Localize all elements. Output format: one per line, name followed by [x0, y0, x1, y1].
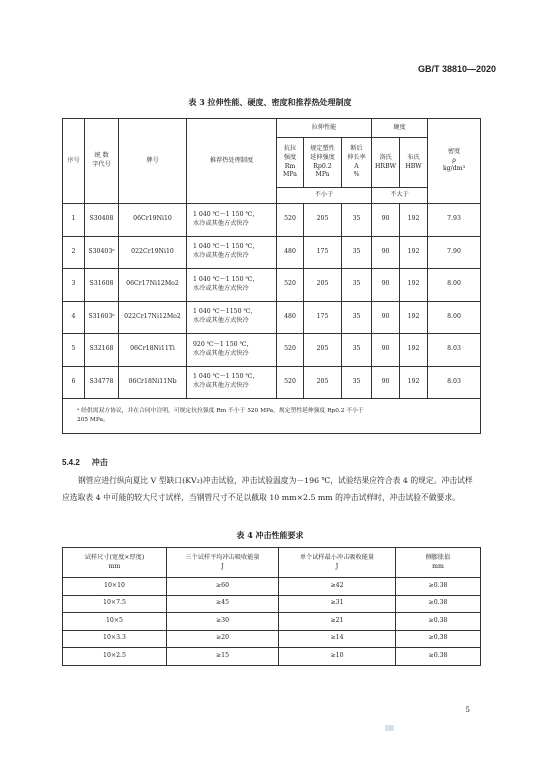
- cell-rm: 520: [277, 334, 304, 367]
- cell-specimen-size: 10×5: [63, 613, 167, 631]
- cell-lateral-expansion: ≥0.38: [396, 630, 481, 648]
- cell-a: 35: [342, 334, 372, 367]
- table3-row: [63, 366, 481, 399]
- cell-specimen-size: 10×2.5: [63, 648, 167, 666]
- cell-hrbw: 90: [372, 334, 400, 367]
- cell-a: 35: [342, 366, 372, 399]
- th-average-energy: 三个试样平均冲击吸收能量 J: [167, 548, 279, 578]
- th-heat-treatment: 推荐热处理制度: [187, 119, 277, 204]
- cell-rm: 520: [277, 366, 304, 399]
- cell-density: 8.00: [428, 301, 481, 334]
- cell-heat: 920 ℃～1 150 ℃， 水冷或其他方式快冷: [187, 334, 277, 367]
- th-specimen-size: 试样尺寸(宽度×厚度) mm: [63, 548, 167, 578]
- table3-row: [63, 204, 481, 237]
- cell-a: 35: [342, 236, 372, 269]
- cell-heat: 1 040 ℃～1 150 ℃， 水冷或其他方式快冷: [187, 236, 277, 269]
- cell-hrbw: 90: [372, 204, 400, 237]
- cell-min-energy: ≥10: [279, 648, 396, 666]
- cell-lateral-expansion: ≥0.38: [396, 648, 481, 666]
- table3-footnote: [63, 399, 481, 434]
- cell-seq: 3: [63, 269, 85, 302]
- cell-lateral-expansion: ≥0.38: [396, 595, 481, 613]
- cell-average-energy: ≥60: [167, 578, 279, 596]
- page-number: 5: [465, 706, 470, 714]
- th-grade: 牌号: [119, 119, 187, 204]
- th-tensile-strength: 抗拉 强度 Rm MPa: [277, 138, 304, 188]
- cell-rp: 175: [304, 236, 342, 269]
- cell-lateral-expansion: ≥0.38: [396, 613, 481, 631]
- cell-code: S31603ᵃ: [85, 301, 119, 334]
- cell-seq: 4: [63, 301, 85, 334]
- cell-a: 35: [342, 269, 372, 302]
- cell-density: 8.00: [428, 269, 481, 302]
- table3-row: [63, 236, 481, 269]
- cell-heat: 1 040 ℃～1 150 ℃， 水冷或其他方式快冷: [187, 204, 277, 237]
- cell-hrbw: 90: [372, 366, 400, 399]
- table3-row: [63, 334, 481, 367]
- th-tensile-group: 拉伸性能: [277, 119, 372, 138]
- cell-code: S30403ᵃ: [85, 236, 119, 269]
- cell-grade: 06Cr19Ni10: [119, 204, 187, 237]
- th-density: 密度 ρ kg/dm³: [428, 119, 481, 204]
- cell-average-energy: ≥30: [167, 613, 279, 631]
- th-hardness-group: 硬度: [372, 119, 428, 138]
- table4-caption: 表 4 冲击性能要求: [236, 530, 304, 540]
- th-yield-strength: 规定塑性 延伸强度 Rp0.2 MPa: [304, 138, 342, 188]
- cell-specimen-size: 10×7.5: [63, 595, 167, 613]
- cell-average-energy: ≥20: [167, 630, 279, 648]
- cell-seq: 6: [63, 366, 85, 399]
- cell-density: 7.90: [428, 236, 481, 269]
- cell-average-energy: ≥15: [167, 648, 279, 666]
- cell-code: S31608: [85, 269, 119, 302]
- cell-rp: 205: [304, 366, 342, 399]
- cell-min-energy: ≥21: [279, 613, 396, 631]
- cell-density: 8.03: [428, 334, 481, 367]
- th-not-more: 不大于: [372, 188, 428, 204]
- cell-rm: 480: [277, 236, 304, 269]
- cell-hbw: 192: [400, 269, 428, 302]
- cell-seq: 1: [63, 204, 85, 237]
- cell-grade: 06Cr18Ni11Ti: [119, 334, 187, 367]
- body-text: [62, 473, 480, 506]
- cell-a: 35: [342, 301, 372, 334]
- cell-specimen-size: 10×3.3: [63, 630, 167, 648]
- cell-lateral-expansion: ≥0.38: [396, 578, 481, 596]
- cell-hbw: 192: [400, 204, 428, 237]
- paragraph: 钢管应进行纵向夏比 V 型缺口(KV₂)冲击试验，冲击试验温度为－196 ℃，试验结果应符合表 4 的规定。冲击试样应选取表 4 中可能的较大尺寸试样，当钢管尺寸不足以截取 10 mm×2.5 mm 的冲击试样时，冲击试验不做要求。: [62, 476, 473, 502]
- table3-row: [63, 301, 481, 334]
- table3-caption: 表 3 拉伸性能、硬度、密度和推荐热处理制度: [188, 97, 352, 107]
- table3: [62, 118, 481, 434]
- table4-row: [63, 630, 481, 648]
- cell-a: 35: [342, 204, 372, 237]
- section-title: 冲击: [91, 457, 108, 467]
- cell-hbw: 192: [400, 334, 428, 367]
- standard-code: GB/T 38810—2020: [417, 64, 496, 74]
- scan-mark: [385, 725, 394, 731]
- cell-min-energy: ≥14: [279, 630, 396, 648]
- cell-rp: 205: [304, 269, 342, 302]
- cell-rm: 520: [277, 269, 304, 302]
- cell-density: 8.03: [428, 366, 481, 399]
- footnote-text: ᵃ 经供需双方协议，并在合同中注明，可规定抗拉强度 Rm 不小于 520 MPa，规定塑性延伸强度 Rp0.2 不小于 205 MPa。: [77, 407, 364, 423]
- cell-code: S32168: [85, 334, 119, 367]
- cell-hrbw: 90: [372, 269, 400, 302]
- cell-min-energy: ≥31: [279, 595, 396, 613]
- cell-rp: 205: [304, 204, 342, 237]
- cell-grade: 06Cr17Ni12Mo2: [119, 269, 187, 302]
- table4-row: [63, 595, 481, 613]
- cell-rp: 205: [304, 334, 342, 367]
- cell-code: S34778: [85, 366, 119, 399]
- th-code: 统 数 字代号: [85, 119, 119, 204]
- cell-rm: 480: [277, 301, 304, 334]
- cell-code: S30408: [85, 204, 119, 237]
- cell-specimen-size: 10×10: [63, 578, 167, 596]
- cell-hbw: 192: [400, 236, 428, 269]
- cell-average-energy: ≥45: [167, 595, 279, 613]
- cell-density: 7.93: [428, 204, 481, 237]
- cell-seq: 2: [63, 236, 85, 269]
- cell-seq: 5: [63, 334, 85, 367]
- cell-min-energy: ≥42: [279, 578, 396, 596]
- cell-grade: 022Cr17Ni12Mo2: [119, 301, 187, 334]
- cell-hrbw: 90: [372, 301, 400, 334]
- cell-hbw: 192: [400, 301, 428, 334]
- th-not-less: 不小于: [277, 188, 372, 204]
- table3-row: [63, 269, 481, 302]
- table4-row: [63, 578, 481, 596]
- section-heading: [62, 457, 108, 468]
- cell-rp: 175: [304, 301, 342, 334]
- cell-hrbw: 90: [372, 236, 400, 269]
- cell-heat: 1 040 ℃～1 150 ℃， 水冷或其他方式快冷: [187, 366, 277, 399]
- table4-row: [63, 648, 481, 666]
- cell-heat: 1 040 ℃～1150 ℃， 水冷或其他方式快冷: [187, 301, 277, 334]
- cell-heat: 1 040 ℃～1 150 ℃， 水冷或其他方式快冷: [187, 269, 277, 302]
- table4: [62, 547, 481, 666]
- th-elongation: 断后 伸长率 A %: [342, 138, 372, 188]
- cell-hbw: 192: [400, 366, 428, 399]
- th-hbw: 布氏 HBW: [400, 138, 428, 188]
- table4-row: [63, 613, 481, 631]
- th-seq: 序号: [63, 119, 85, 204]
- th-lateral-expansion: 侧膨胀值 mm: [396, 548, 481, 578]
- section-number: 5.4.2: [62, 458, 80, 467]
- th-min-energy: 单个试样最小冲击吸收能量 J: [279, 548, 396, 578]
- cell-grade: 022Cr19Ni10: [119, 236, 187, 269]
- cell-rm: 520: [277, 204, 304, 237]
- cell-grade: 06Cr18Ni11Nb: [119, 366, 187, 399]
- th-hrbw: 洛氏 HRBW: [372, 138, 400, 188]
